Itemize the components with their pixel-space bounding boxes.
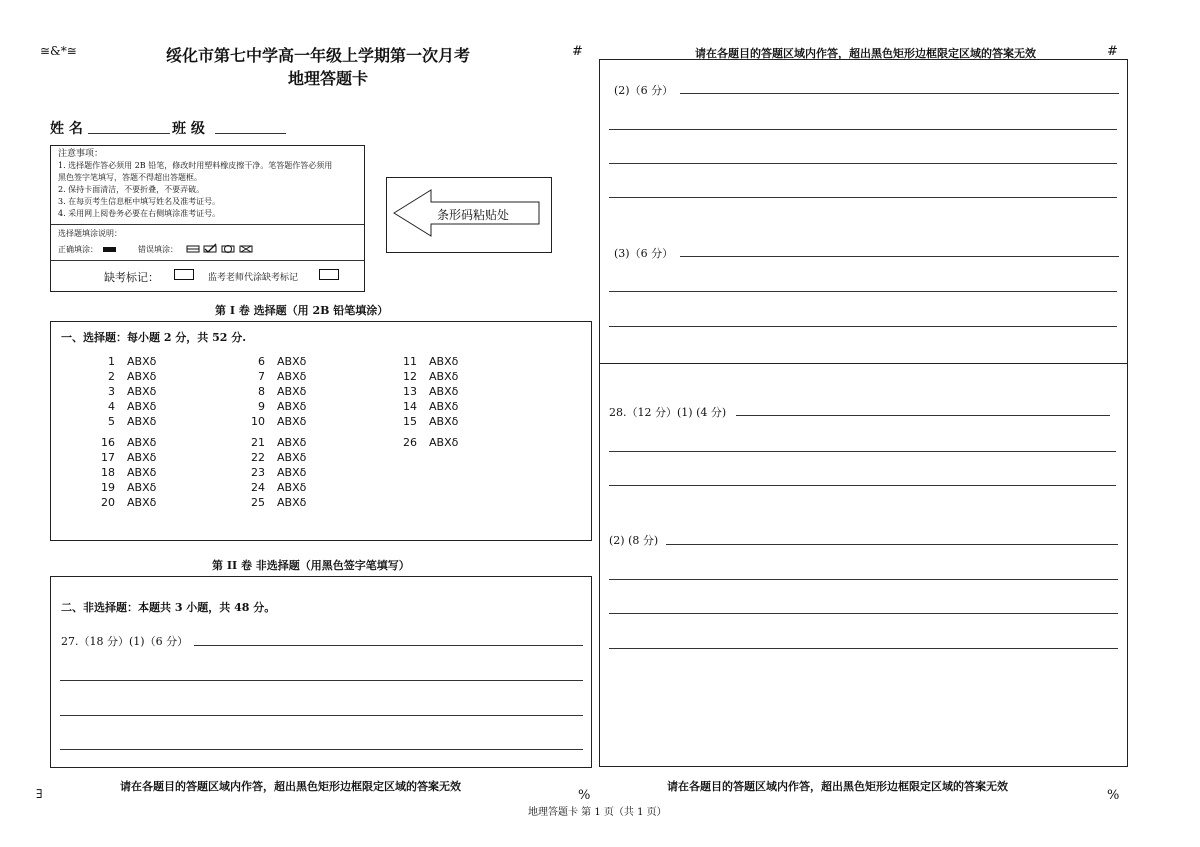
- q28-label: 28.（12 分）(1) (4 分): [609, 406, 727, 419]
- fill-heading: 选择题填涂说明：: [58, 229, 122, 238]
- mc-item-19[interactable]: 19 ABXδ: [101, 481, 157, 494]
- notes-item: 黑色签字笔填写，答题不得超出答题框。: [58, 173, 202, 182]
- answer-line[interactable]: [666, 544, 1118, 545]
- mc-item-1[interactable]: 1 ABXδ: [108, 355, 157, 368]
- mc-item-2[interactable]: 2 ABXδ: [108, 370, 157, 383]
- mc-item-23[interactable]: 23 ABXδ: [251, 466, 307, 479]
- answer-line[interactable]: [609, 613, 1118, 614]
- answer-line[interactable]: [609, 291, 1117, 292]
- divider: [51, 224, 364, 225]
- answer-line[interactable]: [736, 415, 1110, 416]
- q27-continued-box: [599, 59, 1128, 364]
- answer-line[interactable]: [609, 579, 1118, 580]
- notes-box: [50, 145, 365, 292]
- class-label: 班 级: [172, 121, 205, 137]
- fill-wrong-marks-icon: [186, 243, 258, 255]
- answer-line[interactable]: [60, 749, 583, 750]
- page-title: 绥化市第七中学高一年级上学期第一次月考: [166, 46, 471, 65]
- notes-item: 4. 采用网上阅卷务必要在右侧填涂准考证号。: [58, 209, 221, 218]
- mc-item-14[interactable]: 14 ABXδ: [403, 400, 459, 413]
- mc-item-24[interactable]: 24 ABXδ: [251, 481, 307, 494]
- name-field[interactable]: [88, 133, 170, 134]
- absent-label: 缺考标记：: [104, 271, 159, 284]
- answer-line[interactable]: [609, 648, 1118, 649]
- mc-item-4[interactable]: 4 ABXδ: [108, 400, 157, 413]
- answer-line[interactable]: [609, 485, 1116, 486]
- bottom-warning-right: 请在各题目的答题区域内作答，超出黑色矩形边框限定区域的答案无效: [667, 780, 1008, 793]
- mc-item-3[interactable]: 3 ABXδ: [108, 385, 157, 398]
- q27-box: [50, 576, 592, 768]
- answer-line[interactable]: [60, 680, 583, 681]
- notes-item: 1. 选择题作答必须用 2B 铅笔，修改时用塑料橡皮擦干净。笔答题作答必须用: [58, 161, 333, 170]
- answer-line[interactable]: [609, 326, 1117, 327]
- mc-heading: 一、选择题：每小题 2 分，共 52 分.: [61, 331, 247, 344]
- nonmc-heading: 二、非选择题：本题共 3 小题，共 48 分。: [61, 601, 276, 614]
- answer-line[interactable]: [680, 256, 1119, 257]
- q27-3-label: (3)（6 分）: [614, 247, 674, 260]
- percent-mark-right: %: [1107, 788, 1120, 803]
- q27-2-label: (2)（6 分）: [614, 84, 674, 97]
- mc-item-9[interactable]: 9 ABXδ: [258, 400, 307, 413]
- answer-line[interactable]: [609, 451, 1116, 452]
- answer-line[interactable]: [609, 197, 1117, 198]
- proctor-checkbox[interactable]: [319, 269, 339, 280]
- answer-line[interactable]: [60, 715, 583, 716]
- name-label: 姓 名: [50, 121, 83, 137]
- bottom-warning-left: 请在各题目的答题区域内作答，超出黑色矩形边框限定区域的答案无效: [120, 780, 461, 793]
- notes-heading: 注意事项：: [58, 149, 104, 159]
- mc-item-7[interactable]: 7 ABXδ: [258, 370, 307, 383]
- notes-item: 3. 在每页考生信息框中填写姓名及准考证号。: [58, 197, 221, 206]
- mc-item-20[interactable]: 20 ABXδ: [101, 496, 157, 509]
- mc-item-18[interactable]: 18 ABXδ: [101, 466, 157, 479]
- mc-item-11[interactable]: 11 ABXδ: [403, 355, 459, 368]
- notes-item: 2. 保持卡面清洁，不要折叠，不要弄破。: [58, 185, 205, 194]
- answer-line[interactable]: [194, 645, 583, 646]
- section2-title: 第 II 卷 非选择题（用黑色签字笔填写）: [212, 559, 410, 572]
- mc-item-13[interactable]: 13 ABXδ: [403, 385, 459, 398]
- mc-item-12[interactable]: 12 ABXδ: [403, 370, 459, 383]
- page-footer: 地理答题卡 第 1 页（共 1 页）: [528, 807, 667, 818]
- hash-mark-left: #: [572, 44, 583, 59]
- answer-line[interactable]: [609, 163, 1117, 164]
- section1-title: 第 I 卷 选择题（用 2B 铅笔填涂）: [215, 304, 389, 317]
- page-subtitle: 地理答题卡: [288, 69, 369, 88]
- q27-label: 27.（18 分）(1)（6 分）: [61, 635, 189, 648]
- mc-item-10[interactable]: 10 ABXδ: [251, 415, 307, 428]
- mc-item-15[interactable]: 15 ABXδ: [403, 415, 459, 428]
- barcode-area: [386, 177, 552, 253]
- mc-item-5[interactable]: 5 ABXδ: [108, 415, 157, 428]
- mc-box: [50, 321, 592, 541]
- mc-item-17[interactable]: 17 ABXδ: [101, 451, 157, 464]
- top-warning: 请在各题目的答题区域内作答，超出黑色矩形边框限定区域的答案无效: [695, 47, 1036, 60]
- mc-item-16[interactable]: 16 ABXδ: [101, 436, 157, 449]
- q28-2-label: (2) (8 分): [609, 534, 659, 547]
- answer-line[interactable]: [680, 93, 1119, 94]
- class-field[interactable]: [215, 133, 286, 134]
- divider: [51, 260, 364, 261]
- mc-item-8[interactable]: 8 ABXδ: [258, 385, 307, 398]
- mc-item-26[interactable]: 26 ABXδ: [403, 436, 459, 449]
- fill-correct-label: 正确填涂：: [58, 245, 98, 254]
- mc-item-22[interactable]: 22 ABXδ: [251, 451, 307, 464]
- q28-box: [599, 363, 1128, 767]
- barcode-label: 条形码粘贴处: [437, 208, 510, 222]
- fill-wrong-label: 错误填涂：: [138, 245, 178, 254]
- proctor-label: 监考老师代涂缺考标记: [208, 273, 299, 283]
- exist-mark: ∃: [36, 787, 43, 801]
- absent-checkbox[interactable]: [174, 269, 194, 280]
- answer-line[interactable]: [609, 129, 1117, 130]
- mc-item-25[interactable]: 25 ABXδ: [251, 496, 307, 509]
- hash-mark-right: #: [1107, 44, 1118, 59]
- percent-mark-left: %: [578, 788, 591, 803]
- mc-item-6[interactable]: 6 ABXδ: [258, 355, 307, 368]
- fill-correct-mark: [103, 247, 116, 252]
- corner-mark: ≅&*≅: [40, 44, 77, 58]
- mc-item-21[interactable]: 21 ABXδ: [251, 436, 307, 449]
